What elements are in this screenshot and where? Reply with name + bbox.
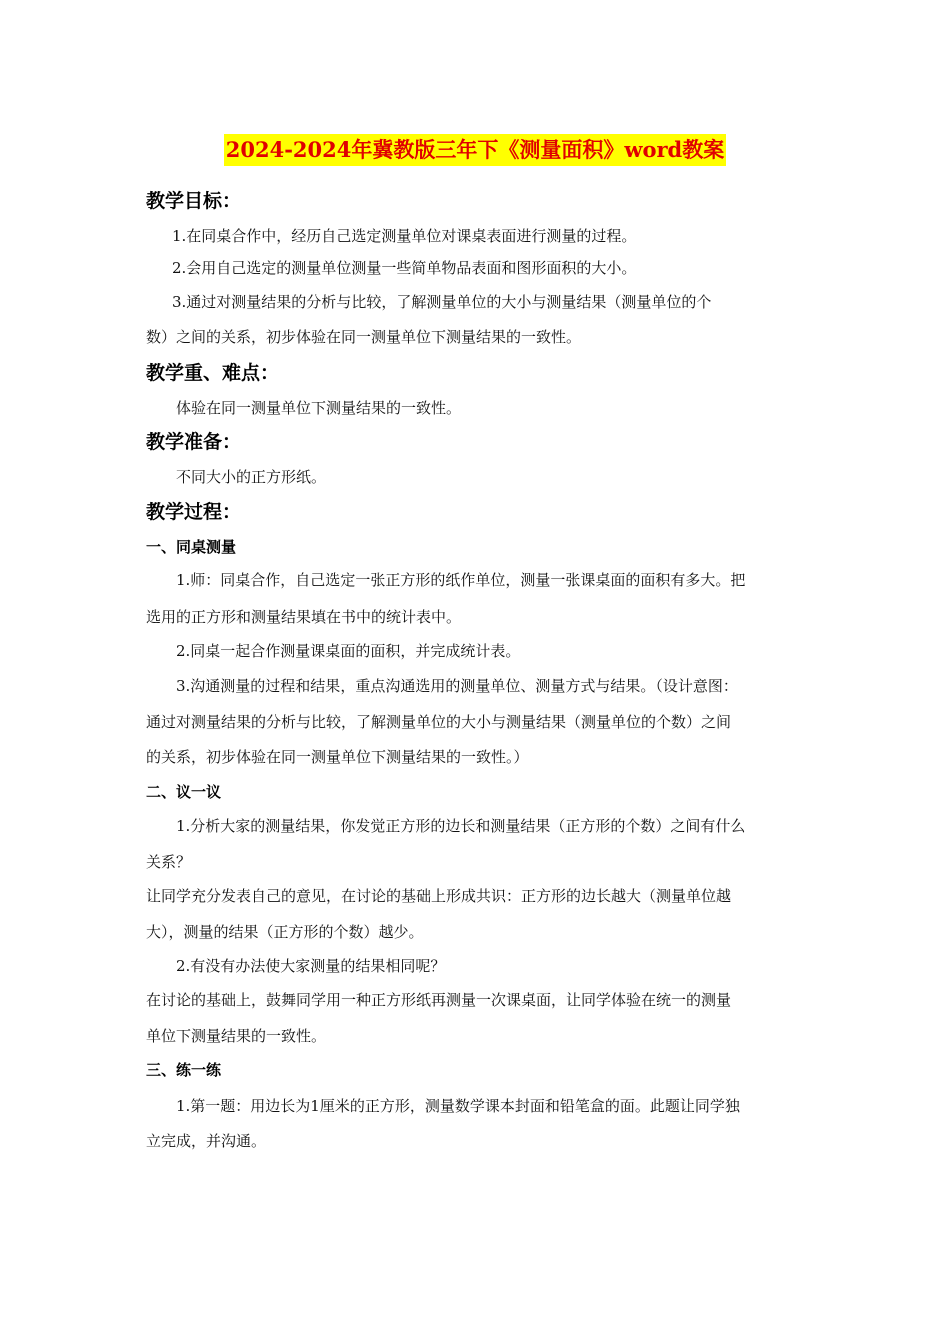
goals-line-4: 数）之间的关系，初步体验在同一测量单位下测量结果的一致性。 xyxy=(146,328,582,346)
part1-line-5: 通过对测量结果的分析与比较，了解测量单位的大小与测量结果（测量单位的个数）之间 xyxy=(146,713,732,731)
part1-line-2: 选用的正方形和测量结果填在书中的统计表中。 xyxy=(146,608,462,626)
key-line-1: 体验在同一测量单位下测量结果的一致性。 xyxy=(176,399,462,417)
goals-line-1: 1.在同桌合作中，经历自己选定测量单位对课桌表面进行测量的过程。 xyxy=(172,227,637,245)
part2-line-2: 关系？ xyxy=(146,853,192,871)
goals-line-3: 3.通过对测量结果的分析与比较，了解测量单位的大小与测量结果（测量单位的个 xyxy=(172,293,712,311)
part1-line-3: 2.同桌一起合作测量课桌面的面积，并完成统计表。 xyxy=(176,642,521,660)
key-heading: 教学重、难点： xyxy=(146,362,280,384)
document-title: 2024-2024年冀教版三年下《测量面积》word教案 xyxy=(224,134,726,166)
part2-line-4: 大），测量的结果（正方形的个数）越少。 xyxy=(146,923,424,941)
part2-line-3: 让同学充分发表自己的意见，在讨论的基础上形成共识：正方形的边长越大（测量单位越 xyxy=(146,887,732,905)
part1-line-6: 的关系，初步体验在同一测量单位下测量结果的一致性。） xyxy=(146,748,529,766)
part1-line-4: 3.沟通测量的过程和结果，重点沟通选用的测量单位、测量方式与结果。（设计意图： xyxy=(176,677,738,695)
part2-line-6: 在讨论的基础上，鼓舞同学用一种正方形纸再测量一次课桌面，让同学体验在统一的测量 xyxy=(146,991,732,1009)
part2-line-1: 1.分析大家的测量结果，你发觉正方形的边长和测量结果（正方形的个数）之间有什么 xyxy=(176,817,746,835)
part2-line-7: 单位下测量结果的一致性。 xyxy=(146,1027,327,1045)
part3-heading: 三、练一练 xyxy=(146,1061,222,1079)
part1-line-1: 1.师：同桌合作，自己选定一张正方形的纸作单位，测量一张课桌面的面积有多大。把 xyxy=(176,571,746,589)
goals-heading: 教学目标： xyxy=(146,190,242,212)
prep-heading: 教学准备： xyxy=(146,431,242,453)
part3-line-2: 立完成，并沟通。 xyxy=(146,1132,267,1150)
part1-heading: 一、同桌测量 xyxy=(146,538,237,556)
prep-line-1: 不同大小的正方形纸。 xyxy=(176,468,327,486)
process-heading: 教学过程： xyxy=(146,501,242,523)
goals-line-2: 2.会用自己选定的测量单位测量一些简单物品表面和图形面积的大小。 xyxy=(172,259,637,277)
part3-line-1: 1.第一题：用边长为1厘米的正方形，测量数学课本封面和铅笔盒的面。此题让同学独 xyxy=(176,1097,740,1115)
part2-line-5: 2.有没有办法使大家测量的结果相同呢？ xyxy=(176,957,446,975)
part2-heading: 二、议一议 xyxy=(146,783,222,801)
